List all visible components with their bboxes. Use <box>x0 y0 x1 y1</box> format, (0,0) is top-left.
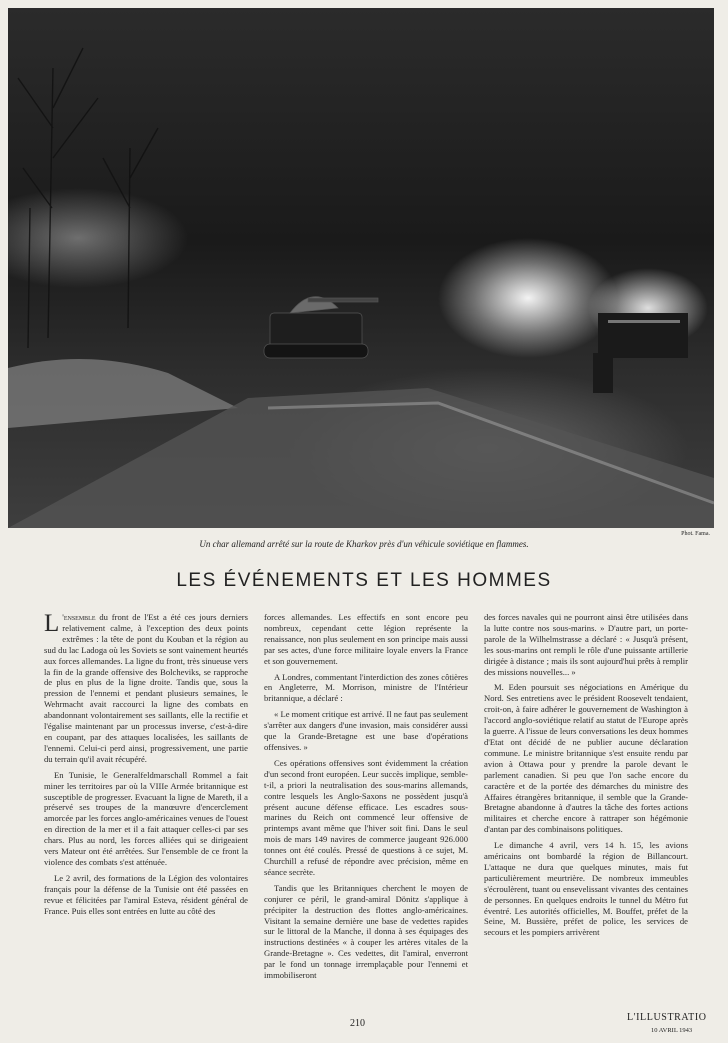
issue-date: 10 AVRIL 1943 <box>651 1027 693 1034</box>
article-paragraph: des forces navales qui ne pourront ainsi être utilisées dans la lutte contre nos sous-marins. » D'autre part, un porte-parole de la Wilhelmstrasse a déclaré : « Jusqu'à présent, les sous-marins ont rempli le rôle d'une puissante artillerie dirigée à distance ; mais ils sont aujourd'hui prêts à remplir des missions nouvelles... » <box>484 612 688 677</box>
article-paragraph: En Tunisie, le Generalfeldmarschall Rommel a fait miner les territoires par où la VIIIe Armée britannique est susceptible de progresser. Evacuant la ligne de Mareth, il a préservé ses troupes de la manœuvre d'encerclement amorcée par les forces anglo-américaines venues de l'ouest en direction de la mer et il a fait attaquer celles-ci par ses chars. Plus au nord, les forces alliées qui se dirigeaient vers Mateur ont été arrêtées. Sur l'ensemble de ce front la violence des combats s'est atténuée. <box>44 769 248 867</box>
war-photograph <box>8 8 714 528</box>
photo-scene-drawing <box>8 8 714 528</box>
drop-cap: L <box>44 610 60 637</box>
article-paragraph: « Le moment critique est arrivé. Il ne faut pas seulement s'arrêter aux dangers d'une invasion, mais considérer aussi que la Grande-Bretagne est une base d'opérations offensives. » <box>264 709 469 752</box>
journal-name: L'ILLUSTRATIO <box>627 1012 707 1023</box>
paragraph-text: du front de l'Est a été ces jours derniers relativement calme, à l'exception des deux points extrêmes : la tête de pont du Kouban et la région au sud du lac Ladoga où les Soviets se sont vainement heurtés aux forces allemandes. La ligne du front, très sinueuse vers la fin de la grande offensive des Bolcheviks, se rapproche de plus en plus de la ligne droite. Tandis que, sous la pression de l'ennemi et pendant plusieurs semaines, le Wehrmacht avait raccourci la ligne des combats en abandonnant volontairement ses saillants, elle la rectifie et l'égalise maintenant par un processus inverse, c'est-à-dire en coupant, par des attaques localisées, les saillants de l'ennemi. Celui-ci perd ainsi, progressivement, une partie du terrain qu'il avait récupéré. <box>44 612 248 764</box>
article-paragraph: Tandis que les Britanniques cherchent le moyen de conjurer ce péril, le grand-amiral Dönitz s'applique à précipiter la destruction des flottes anglo-américaines. Visitant la semaine dernière une base de vedettes rapides sur le littoral de la Manche, il donna à ses équipages des instructions destinées « à couper les artères vitales de la Grande-Bretagne ». Ces vedettes, dit l'amiral, enverront par le fond un tonnage irremplaçable pour l'ennemi et immobiliseront <box>264 882 468 981</box>
article-headline: LES ÉVÉNEMENTS ET LES HOMMES <box>176 570 552 591</box>
article-paragraph: A Londres, commentant l'interdiction des zones côtières en Angleterre, M. Morrison, ministre de l'Intérieur britannique, a déclaré : <box>264 671 468 704</box>
article-paragraph: Le 2 avril, des formations de la Légion des volontaires français pour la défense de la Tunisie ont été passées en revue et félicitées par l'amiral Esteva, résident général de France. Puis elles sont entrées en lutte au côté des <box>44 872 248 916</box>
article-paragraph: Le dimanche 4 avril, vers 14 h. 15, les avions américains ont bombardé la région de Billancourt. L'attaque ne dura que quelques minutes, mais fut particulièrement meurtrière. De nombreux immeubles s'écroulèrent, tuant ou ensevelissant vivantes des centaines de personnes. En quelques endroits le tunnel du Métro fut éventré. Les autorités officielles, M. Bouffet, préfet de la Seine, M. Bussière, préfet de police, les services de secours et les pompiers arrivèrent <box>484 840 688 938</box>
article-paragraph: Ces opérations offensives sont évidemment la création d'un second front européen. Leur succès implique, semble-t-il, a priori la neutralisation des sous-marins allemands, contre lesquels les Anglo-Saxons ne possèdent jusqu'à présent aucune défense efficace. Les escadres sous-marines du Reich ont commencé leur offensive de printemps avant même que l'hiver soit fini. Dans le seul mois de mars 149 navires de commerce jaugeant 926.000 tonnes ont été coulés. Pressé de questions à ce sujet, M. Churchill a refusé de répondre avec précision, même en séance secrète. <box>264 757 468 877</box>
article-column-1 <box>44 612 248 964</box>
article-paragraph <box>44 612 248 765</box>
article-column-2 <box>264 612 469 981</box>
article-paragraph: M. Eden poursuit ses négociations en Amérique du Nord. Ses entretiens avec le président Roosevelt tendaient, croit-on, à faire adhérer le gouvernement de Washington à l'accord anglo-soviétique relatif au statut de l'Europe après la guerre. A l'issue de leurs conversations les deux hommes d'Etat ont décidé de ne publier aucune déclaration commune. Le ministre britannique s'est ensuite rendu par avion à Ottawa pour y prendre la parole devant le parlement canadien. Si peu que l'on sache encore du caractère et de la portée des démarches du ministre des Affaires étrangères britannique, il semble que la Grande-Bretagne abandonne à d'autres la tâche des fortes actions militaires et cherche encore à rattraper son hégémonie d'antan par des combinaisons politiques. <box>484 682 688 835</box>
article-column-3 <box>484 612 688 964</box>
photo-caption: Un char allemand arrêté sur la route de Kharkov près d'un véhicule soviétique en flammes. <box>199 539 529 549</box>
photo-credit: Phot. Fama. <box>681 531 710 537</box>
small-caps-lead: 'ensemble <box>62 612 96 622</box>
page-number: 210 <box>350 1018 365 1029</box>
article-paragraph: forces allemandes. Les effectifs en sont encore peu nombreux, cependant cette légion représente la renaissance, non plus seulement en son principe mais aussi par ses actes, d'une force militaire loyale envers la France et son gouvernement. <box>264 612 468 666</box>
